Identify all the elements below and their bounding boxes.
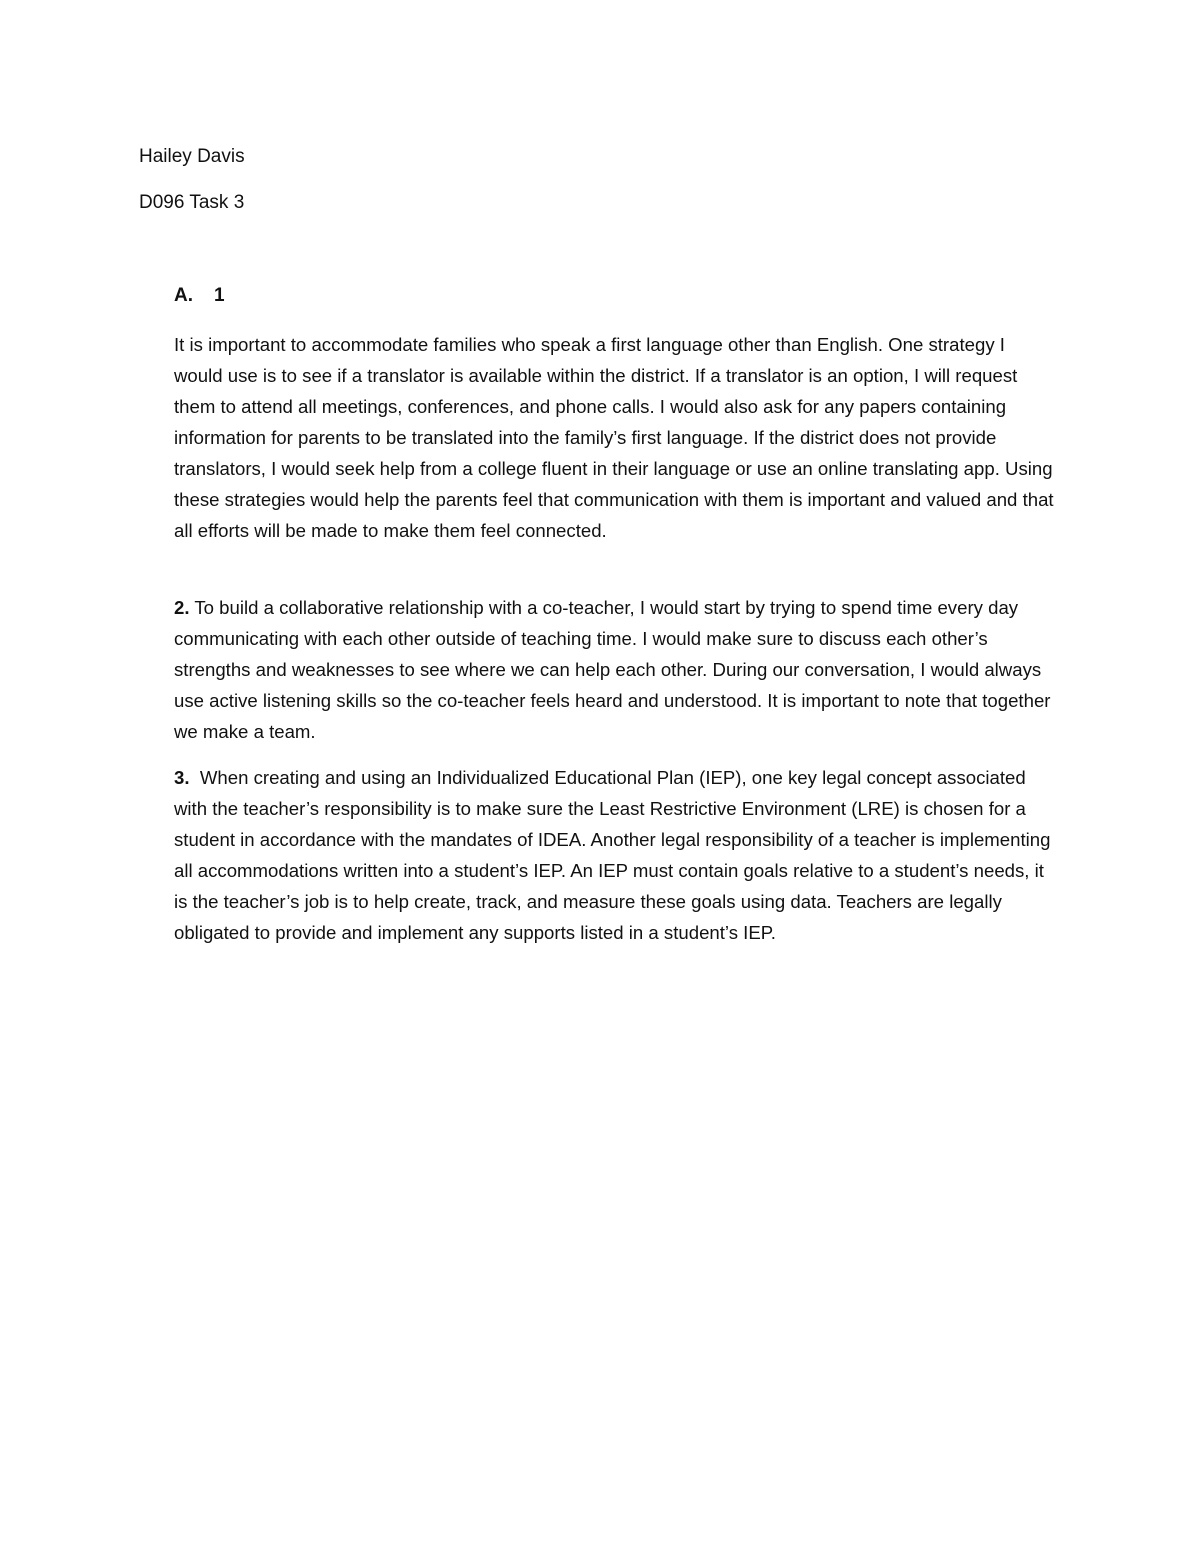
answer-2-number: 2. — [174, 597, 190, 618]
answer-3-text: When creating and using an Individualized Educational Plan (IEP), one key legal concept associated with the teacher’s responsibility is to make sure the Least Restrictive Environment (LRE) is chosen for a student in accordance with the mandates of IDEA. Another legal responsibility of a teacher is implementing all accommodations written into a student’s IEP. An IEP must contain goals relative to a student’s needs, it is the teacher’s job is to help create, track, and measure these goals using data. Teachers are legally obligated to provide and implement any supports listed in a student’s IEP. — [174, 767, 1051, 943]
answer-2-text: To build a collaborative relationship with a co-teacher, I would start by trying to spend time every day communicating with each other outside of teaching time. I would make sure to discuss each other’s strengths and weaknesses to see where we can help each other. During our conversation, I would always use active listening skills so the co-teacher feels heard and understood. It is important to note that together we make a team. — [174, 597, 1051, 742]
answer-paragraph-3 — [174, 762, 1054, 948]
answer-1-text: It is important to accommodate families who speak a first language other than English. One strategy I would use is to see if a translator is available within the district. If a translator is an option, I will request them to attend all meetings, conferences, and phone calls. I would also ask for any papers containing information for parents to be translated into the family’s first language. If the district does not provide translators, I would seek help from a college fluent in their language or use an online translating app. Using these strategies would help the parents feel that communication with them is important and valued and that all efforts will be made to make them feel connected. — [174, 334, 1054, 541]
answer-paragraph-1 — [174, 329, 1054, 546]
section-number: 1 — [214, 285, 225, 306]
author-name: Hailey Davis — [139, 146, 245, 167]
answer-paragraph-2 — [174, 592, 1054, 747]
section-heading — [174, 284, 225, 308]
task-title: D096 Task 3 — [139, 192, 245, 213]
section-letter: A. — [174, 285, 193, 306]
answer-3-number: 3. — [174, 767, 190, 788]
